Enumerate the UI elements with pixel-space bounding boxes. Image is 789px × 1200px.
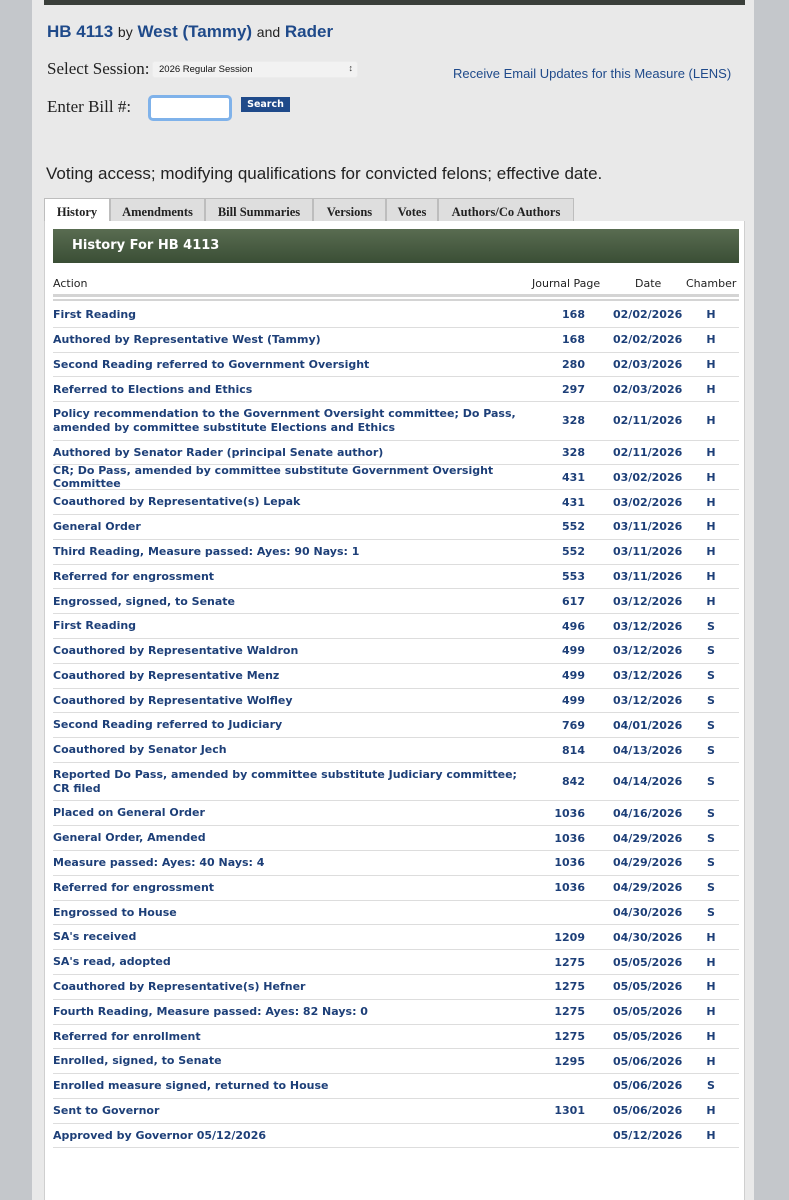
row-date: 02/03/2026 [613,382,683,396]
table-row [53,1074,739,1099]
row-action: General Order, Amended [53,831,206,845]
column-header-date: Date [635,277,662,290]
row-journal-page: 280 [562,357,585,371]
row-chamber: S [707,775,715,789]
row-date: 03/12/2026 [613,644,683,658]
row-date: 03/12/2026 [613,619,683,633]
row-chamber: H [706,333,716,347]
header-divider [53,294,739,297]
row-journal-page: 1036 [554,881,585,895]
row-chamber: S [707,881,715,895]
row-chamber: H [706,520,716,534]
row-action: Referred for engrossment [53,569,215,583]
row-action: Engrossed to House [53,905,177,919]
row-date: 05/05/2026 [613,1029,683,1043]
table-row [53,801,739,826]
table-row [53,353,739,378]
row-journal-page: 1301 [554,1104,585,1118]
row-journal-page: 1275 [554,1005,585,1019]
row-journal-page: 1036 [554,806,585,820]
table-row [53,925,739,950]
row-journal-page: 553 [562,569,585,583]
table-row [53,639,739,664]
row-action: Second Reading referred to Judiciary [53,718,283,732]
table-row [53,1099,739,1124]
row-date: 05/06/2026 [613,1054,683,1068]
and-text: and [256,24,281,40]
row-action: Authored by Senator Rader (principal Senate author) [53,445,384,459]
row-chamber: S [707,806,715,820]
row-journal-page: 769 [562,718,585,732]
column-header-action: Action [53,277,88,290]
by-text: by [117,24,133,40]
table-row [53,377,739,402]
row-date: 04/30/2026 [613,930,683,944]
row-date: 04/29/2026 [613,831,683,845]
row-chamber: H [706,930,716,944]
session-select[interactable] [152,61,358,78]
row-chamber: S [707,905,715,919]
row-date: 02/02/2026 [613,308,683,322]
session-selected-value: 2026 Regular Session [159,64,253,75]
table-row [53,402,739,440]
row-date: 03/11/2026 [613,545,683,559]
row-action: General Order [53,520,141,534]
row-action: Enrolled, signed, to Senate [53,1054,222,1068]
row-journal-page [523,1074,585,1098]
measure-title: Voting access; modifying qualifications for convicted felons; effective date. [46,164,603,183]
row-action: Coauthored by Representative Waldron [53,644,299,658]
table-row [53,713,739,738]
row-date: 02/02/2026 [613,333,683,347]
page-container [32,0,754,1200]
table-row [53,565,739,590]
row-journal-page: 814 [562,743,585,757]
row-journal-page: 496 [562,619,585,633]
tab-bill-summaries[interactable]: Bill Summaries [205,198,313,222]
row-journal-page: 1036 [554,856,585,870]
row-date: 04/30/2026 [613,905,683,919]
row-journal-page: 552 [562,545,585,559]
row-date: 04/29/2026 [613,881,683,895]
row-date: 05/05/2026 [613,955,683,969]
table-row [53,763,739,801]
column-header-journal-page: Journal Page [532,277,601,290]
row-chamber: S [707,831,715,845]
bill-number-label: Enter Bill #: [47,97,132,116]
row-journal-page: 1036 [554,831,585,845]
row-action: Placed on General Order [53,806,205,820]
bill-number: HB 4113 [47,22,114,41]
row-journal-page: 168 [562,308,585,322]
header-divider [53,299,739,301]
chevron-updown-icon: ↕ [348,63,353,73]
table-row [53,664,739,689]
row-chamber: H [706,470,716,484]
table-row [53,614,739,639]
row-action: Referred for engrossment [53,880,215,894]
row-date: 04/29/2026 [613,856,683,870]
row-chamber: H [706,308,716,322]
row-chamber: H [706,1029,716,1043]
row-action: First Reading [53,308,137,322]
row-journal-page: 499 [562,693,585,707]
row-date: 03/11/2026 [613,520,683,534]
tab-votes[interactable]: Votes [386,198,438,222]
tab-authors[interactable]: Authors/Co Authors [438,198,574,222]
row-chamber: H [706,1129,716,1143]
table-row [53,540,739,565]
row-journal-page: 328 [562,445,585,459]
row-chamber: H [706,980,716,994]
table-row [53,1000,739,1025]
row-journal-page: 431 [562,470,585,484]
row-journal-page: 431 [562,495,585,509]
row-action: Coauthored by Representative(s) Lepak [53,495,301,509]
row-date: 05/12/2026 [613,1129,683,1143]
row-action: Coauthored by Representative(s) Hefner [53,980,306,994]
row-date: 05/06/2026 [613,1104,683,1118]
row-date: 04/14/2026 [613,775,683,789]
row-chamber: S [707,669,715,683]
row-chamber: H [706,445,716,459]
row-chamber: H [706,1054,716,1068]
row-action: Engrossed, signed, to Senate [53,594,236,608]
table-row [53,738,739,763]
lens-email-link[interactable]: Receive Email Updates for this Measure (LENS) [453,66,732,81]
row-chamber: H [706,545,716,559]
row-date: 05/06/2026 [613,1079,683,1093]
row-action: SA's read, adopted [53,955,171,969]
row-journal-page: 842 [562,775,585,789]
row-journal-page [523,1124,585,1148]
row-chamber: H [706,382,716,396]
table-row [53,950,739,975]
table-row [53,876,739,901]
row-journal-page [523,901,585,925]
row-action: Enrolled measure signed, returned to House [53,1079,329,1093]
table-row [53,303,739,328]
row-journal-page: 1295 [554,1054,585,1068]
row-action: Second Reading referred to Government Oversight [53,357,370,371]
row-journal-page: 499 [562,669,585,683]
row-action: Coauthored by Senator Jech [53,743,227,757]
top-bar [44,0,745,5]
row-action: SA's received [53,930,137,944]
row-action: Coauthored by Representative Wolfley [53,693,293,707]
table-row [53,589,739,614]
row-journal-page: 297 [562,382,585,396]
table-row [53,1124,739,1149]
row-action: Approved by Governor 05/12/2026 [53,1128,267,1142]
row-chamber: H [706,594,716,608]
row-journal-page: 552 [562,520,585,534]
row-action: Authored by Representative West (Tammy) [53,332,321,346]
history-heading: History For HB 4113 [53,229,739,263]
table-row [53,490,739,515]
row-chamber: S [707,743,715,757]
row-chamber: H [706,1104,716,1118]
row-action: Fourth Reading, Measure passed: Ayes: 82 Nays: 0 [53,1004,368,1018]
row-date: 04/13/2026 [613,743,683,757]
history-panel [44,221,745,1200]
tab-history[interactable]: History [44,198,110,223]
row-date: 05/05/2026 [613,980,683,994]
tab-versions[interactable]: Versions [313,198,386,222]
history-table-body [53,303,739,1148]
row-date: 04/16/2026 [613,806,683,820]
row-date: 03/12/2026 [613,669,683,683]
column-header-chamber: Chamber [686,277,737,290]
row-date: 03/11/2026 [613,569,683,583]
table-row [53,975,739,1000]
table-row [53,689,739,714]
table-row [53,901,739,926]
row-chamber: H [706,495,716,509]
row-action: Sent to Governor [53,1104,160,1118]
table-row [53,1025,739,1050]
row-action: Coauthored by Representative Menz [53,668,280,682]
row-journal-page: 1209 [554,930,585,944]
table-row [53,826,739,851]
table-row [53,441,739,466]
row-chamber: S [707,718,715,732]
row-date: 04/01/2026 [613,718,683,732]
row-action: CR; Do Pass, amended by committee substitute Government Oversight Committee [53,463,494,491]
row-journal-page: 1275 [554,955,585,969]
row-chamber: S [707,644,715,658]
bill-header [47,22,333,42]
table-row [53,851,739,876]
row-journal-page: 1275 [554,980,585,994]
table-row [53,515,739,540]
row-journal-page: 168 [562,333,585,347]
row-date: 03/02/2026 [613,470,683,484]
row-chamber: H [706,1005,716,1019]
row-action: Referred for enrollment [53,1029,201,1043]
row-chamber: H [706,955,716,969]
row-date: 05/05/2026 [613,1005,683,1019]
search-button[interactable]: Search [241,97,290,112]
table-row [53,1049,739,1074]
table-row [53,465,739,490]
row-date: 03/12/2026 [613,594,683,608]
row-journal-page: 499 [562,644,585,658]
row-chamber: S [707,693,715,707]
row-date: 02/11/2026 [613,445,683,459]
row-date: 02/03/2026 [613,357,683,371]
table-row [53,328,739,353]
row-date: 02/11/2026 [613,414,683,428]
row-action: Policy recommendation to the Government Oversight committee; Do Pass, amended by committee substitute Elections and Ethics [53,407,516,434]
row-date: 03/02/2026 [613,495,683,509]
row-journal-page: 328 [562,414,585,428]
row-action: Reported Do Pass, amended by committee substitute Judiciary committee; CR filed [53,768,517,795]
row-chamber: H [706,357,716,371]
row-chamber: H [706,414,716,428]
author-link-west[interactable]: West (Tammy) [137,22,253,41]
row-chamber: H [706,569,716,583]
row-action: Measure passed: Ayes: 40 Nays: 4 [53,856,265,870]
bill-number-input[interactable] [148,95,232,121]
tab-amendments[interactable]: Amendments [110,198,205,222]
row-chamber: S [707,1079,715,1093]
row-chamber: S [707,856,715,870]
row-action: Third Reading, Measure passed: Ayes: 90 Nays: 1 [53,544,360,558]
row-action: First Reading [53,619,137,633]
row-journal-page: 1275 [554,1029,585,1043]
row-chamber: S [707,619,715,633]
author-link-rader[interactable]: Rader [284,22,334,41]
row-date: 03/12/2026 [613,693,683,707]
row-action: Referred to Elections and Ethics [53,382,253,396]
row-journal-page: 617 [562,594,585,608]
session-label: Select Session: [47,59,150,78]
